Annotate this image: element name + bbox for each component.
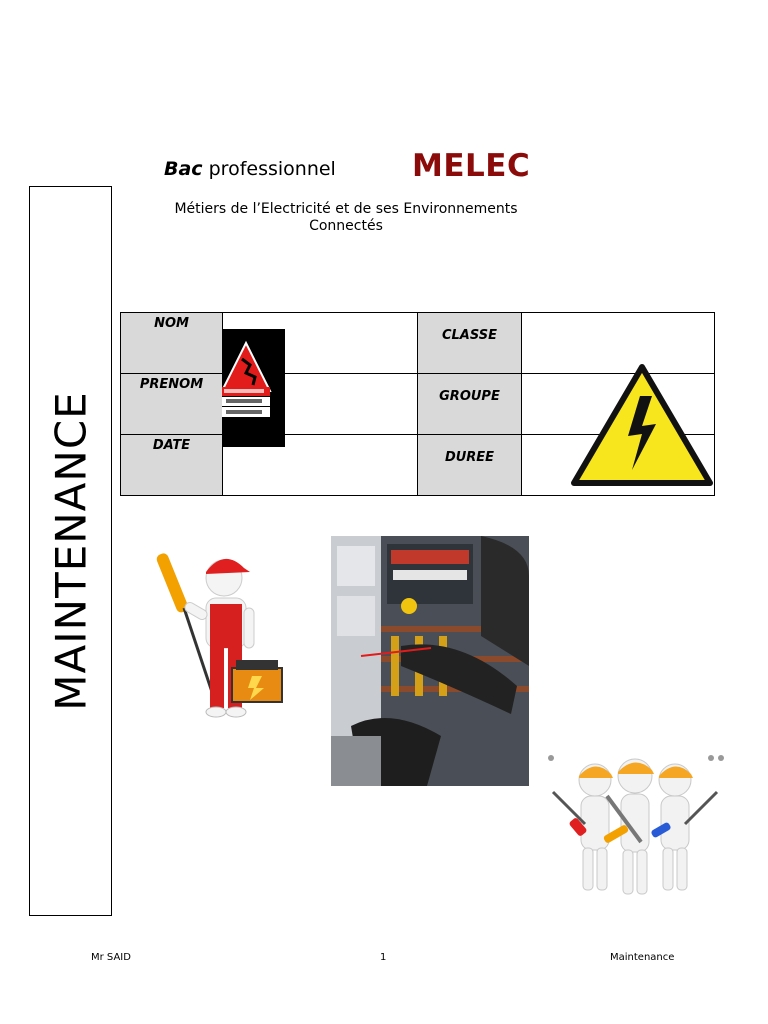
professionnel-label: professionnel [208, 158, 336, 180]
panel-photo-icon [331, 536, 529, 786]
danger-sign-image [222, 329, 285, 447]
subtitle-line-1: Métiers de l’Electricité et de ses Environnements [174, 201, 518, 217]
footer-page-number: 1 [380, 952, 387, 963]
danger-sign-icon [222, 329, 285, 447]
date-label: DATE [152, 438, 191, 453]
lightning-warning-icon [570, 362, 714, 488]
bac-label: Bac [164, 158, 203, 180]
groupe-label: GROUPE [439, 389, 500, 404]
duree-label: DUREE [444, 450, 495, 465]
program-subtitle [166, 201, 526, 235]
nom-label: NOM [154, 316, 189, 331]
date-label-cell [121, 435, 223, 496]
prenom-label: PRENOM [139, 377, 204, 392]
three-workers-illustration [545, 752, 725, 904]
nom-label-cell [121, 313, 223, 374]
electrician-worker-illustration [140, 548, 290, 726]
footer-section: Maintenance [610, 952, 675, 963]
side-banner-label: MAINTENANCE [46, 391, 95, 711]
side-banner [29, 186, 112, 916]
melec-title: MELEC [412, 148, 531, 184]
high-voltage-warning-image [570, 362, 714, 488]
groupe-label-cell [418, 374, 522, 435]
program-line [164, 158, 336, 180]
electrical-panel-photo [331, 536, 529, 786]
footer-author: Mr SAID [91, 952, 131, 963]
duree-label-cell [418, 435, 522, 496]
subtitle-line-2: Connectés [309, 218, 383, 234]
classe-label-cell [418, 313, 522, 374]
team-workers-icon [545, 752, 725, 904]
worker-with-tools-icon [140, 548, 290, 726]
classe-label: CLASSE [441, 328, 498, 343]
prenom-label-cell [121, 374, 223, 435]
